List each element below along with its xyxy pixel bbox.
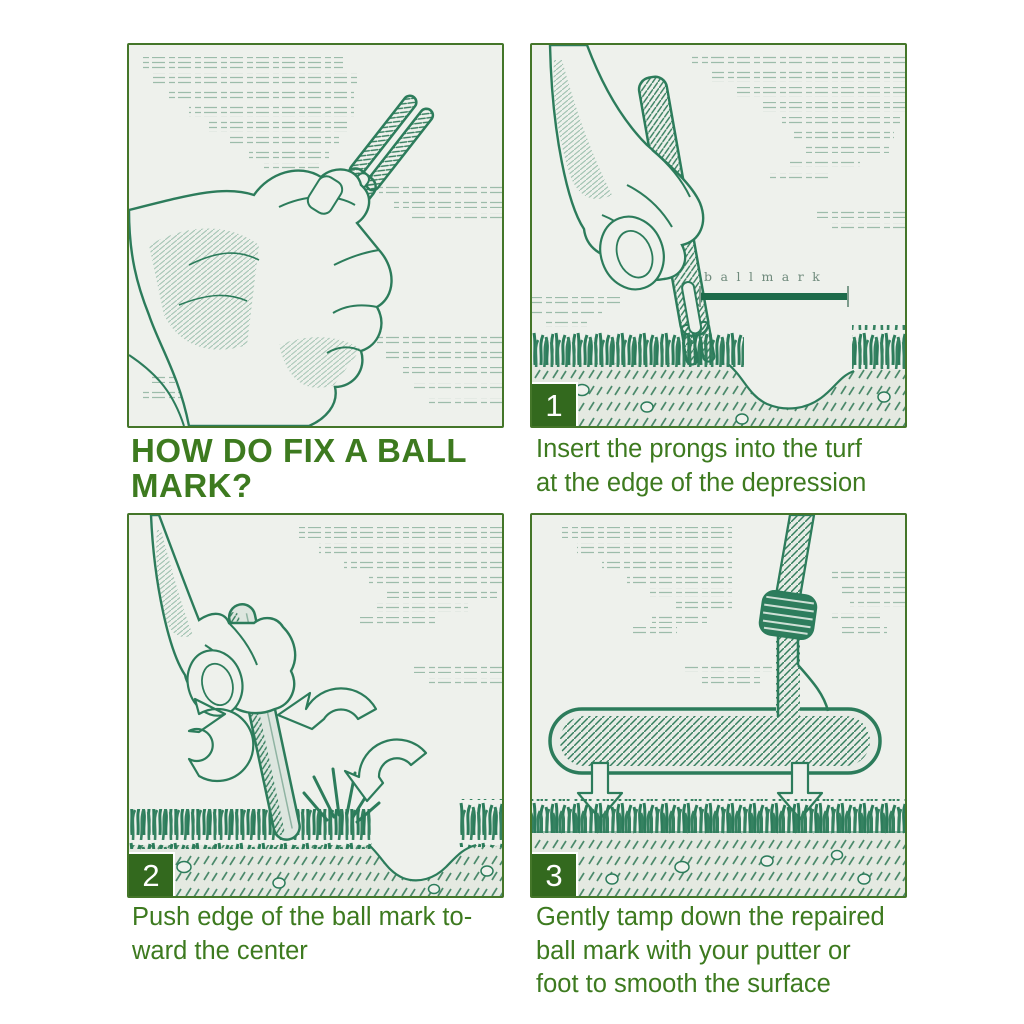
panel-hold-tool — [127, 43, 504, 428]
cloud — [562, 527, 905, 684]
grass — [532, 325, 905, 369]
caption-step-3-line-3: foot to smooth the surface — [536, 970, 831, 998]
step-badge-1: 1 — [532, 382, 578, 426]
soil — [532, 833, 905, 896]
hand — [151, 515, 295, 722]
panel-insert-prongs — [530, 43, 907, 428]
soil-with-depression — [532, 363, 905, 426]
page-title — [131, 433, 523, 503]
putter-tamp-illustration — [532, 515, 905, 896]
panel-tamp-putter — [530, 513, 907, 898]
page-title-line-2: MARK? — [131, 467, 253, 504]
step-badge-3: 3 — [532, 852, 578, 896]
page-title-line-1: HOW DO FIX A BALL — [131, 432, 468, 469]
caption-step-2-line-2: ward the center — [132, 936, 308, 965]
hand-holding-tool-illustration — [129, 45, 502, 426]
caption-step-1-line-1: Insert the prongs into the turf — [536, 435, 863, 463]
cloud — [299, 527, 502, 686]
panel-push-edge — [127, 513, 504, 898]
caption-step-1 — [536, 433, 866, 500]
push-edge-illustration — [129, 515, 502, 896]
putter-ferrule — [758, 589, 818, 640]
ballmark-bar — [701, 293, 847, 300]
ballmark-label: ballmark — [704, 269, 829, 284]
caption-step-2-line-1: Push edge of the ball mark to- — [132, 903, 473, 931]
caption-step-3-line-2: ball mark with your putter or — [536, 936, 851, 965]
caption-step-1-line-2: at the edge of the depression — [536, 468, 867, 497]
soil-with-depression — [129, 845, 502, 896]
caption-step-2 — [132, 901, 472, 968]
putter-hosel — [776, 629, 828, 719]
hand — [129, 169, 392, 426]
insert-prongs-illustration — [532, 45, 905, 426]
rotation-arrow — [345, 740, 426, 801]
step-badge-2: 2 — [129, 852, 175, 896]
caption-step-3-line-1: Gently tamp down the repaired — [536, 903, 885, 931]
caption-step-3 — [536, 901, 885, 1002]
